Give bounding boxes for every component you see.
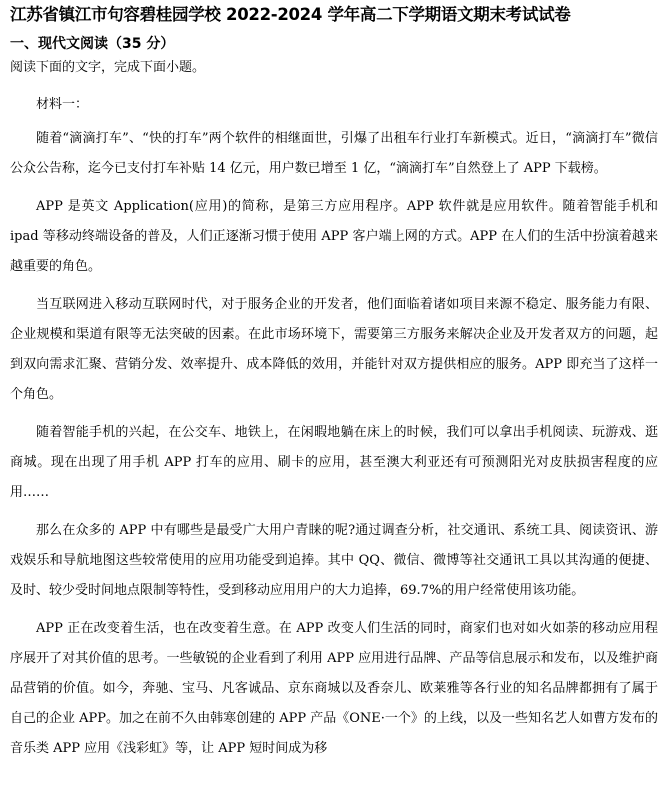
paragraph-3: 当互联网进入移动互联网时代，对于服务企业的开发者，他们面临着诸如项目来源不稳定、服务能力有限、企业规模和渠道有限等无法突破的因素。在此市场环境下，需要第三方服务来解决企业及开发者双方的问题，起到双向需求汇聚、营销分发、效率提升、成本降低的效用，并能针对双方提供相应的服务。APP 即充当了这样一个角色。 <box>10 297 658 402</box>
article-body <box>10 90 658 772</box>
paragraph-6: APP 正在改变着生活，也在改变着生意。在 APP 改变人们生活的同时，商家们也对如火如荼的移动应用程序展开了对其价值的思考。一些敏锐的企业看到了利用 APP 应用进行品牌、产品等信息展示和发布，以及维护商品营销的价值。如今，奔驰、宝马、凡客诚品、京东商城以及香奈儿、欧莱雅等各行业的知名品牌都拥有了属于自己的企业 APP。加之在前不久由韩寒创建的 APP 产品《ONE·一个》的上线，以及一些知名艺人如曹方发布的音乐类 APP 应用《浅彩虹》等，让 APP 短时间成为移 <box>10 621 658 756</box>
paragraph-5: 那么在众多的 APP 中有哪些是最受广大用户青睐的呢?通过调查分析，社交通讯、系统工具、阅读资讯、游戏娱乐和导航地图这些较常使用的应用功能受到追捧。其中 QQ、微信、微博等社交通讯工具以其沟通的便捷、及时、较少受时间地点限制等特性，受到移动应用用户的大力追捧，69.7%的用户经常使用该功能。 <box>10 523 658 598</box>
paragraph-2: APP 是英文 Application(应用)的简称，是第三方应用程序。APP 软件就是应用软件。随着智能手机和 ipad 等移动终端设备的普及，人们正逐渐习惯于使用 APP 客户端上网的方式。APP 在人们的生活中扮演着越来越重要的角色。 <box>10 199 658 274</box>
section-heading: 一、现代文阅读（35 分） <box>10 36 175 52</box>
paragraph-1: 随着“滴滴打车”、“快的打车”两个软件的相继面世，引爆了出租车行业打车新模式。近日，“滴滴打车”微信公众公告称，迄今已支付打车补贴 14 亿元，用户数已增至 1 亿，“滴滴打车”自然登上了 APP 下载榜。 <box>10 131 658 176</box>
exam-title: 江苏省镇江市句容碧桂园学校 2022-2024 学年高二下学期语文期末考试试卷 <box>10 5 571 24</box>
material-label: 材料一： <box>36 97 89 112</box>
reading-instruction: 阅读下面的文字，完成下面小题。 <box>10 60 206 75</box>
paragraph-4: 随着智能手机的兴起，在公交车、地铁上，在闲暇地躺在床上的时候，我们可以拿出手机阅读、玩游戏、逛商城。现在出现了用手机 APP 打车的应用、刷卡的应用，甚至澳大利亚还有可预测阳光对皮肤损害程度的应用…… <box>10 425 658 500</box>
